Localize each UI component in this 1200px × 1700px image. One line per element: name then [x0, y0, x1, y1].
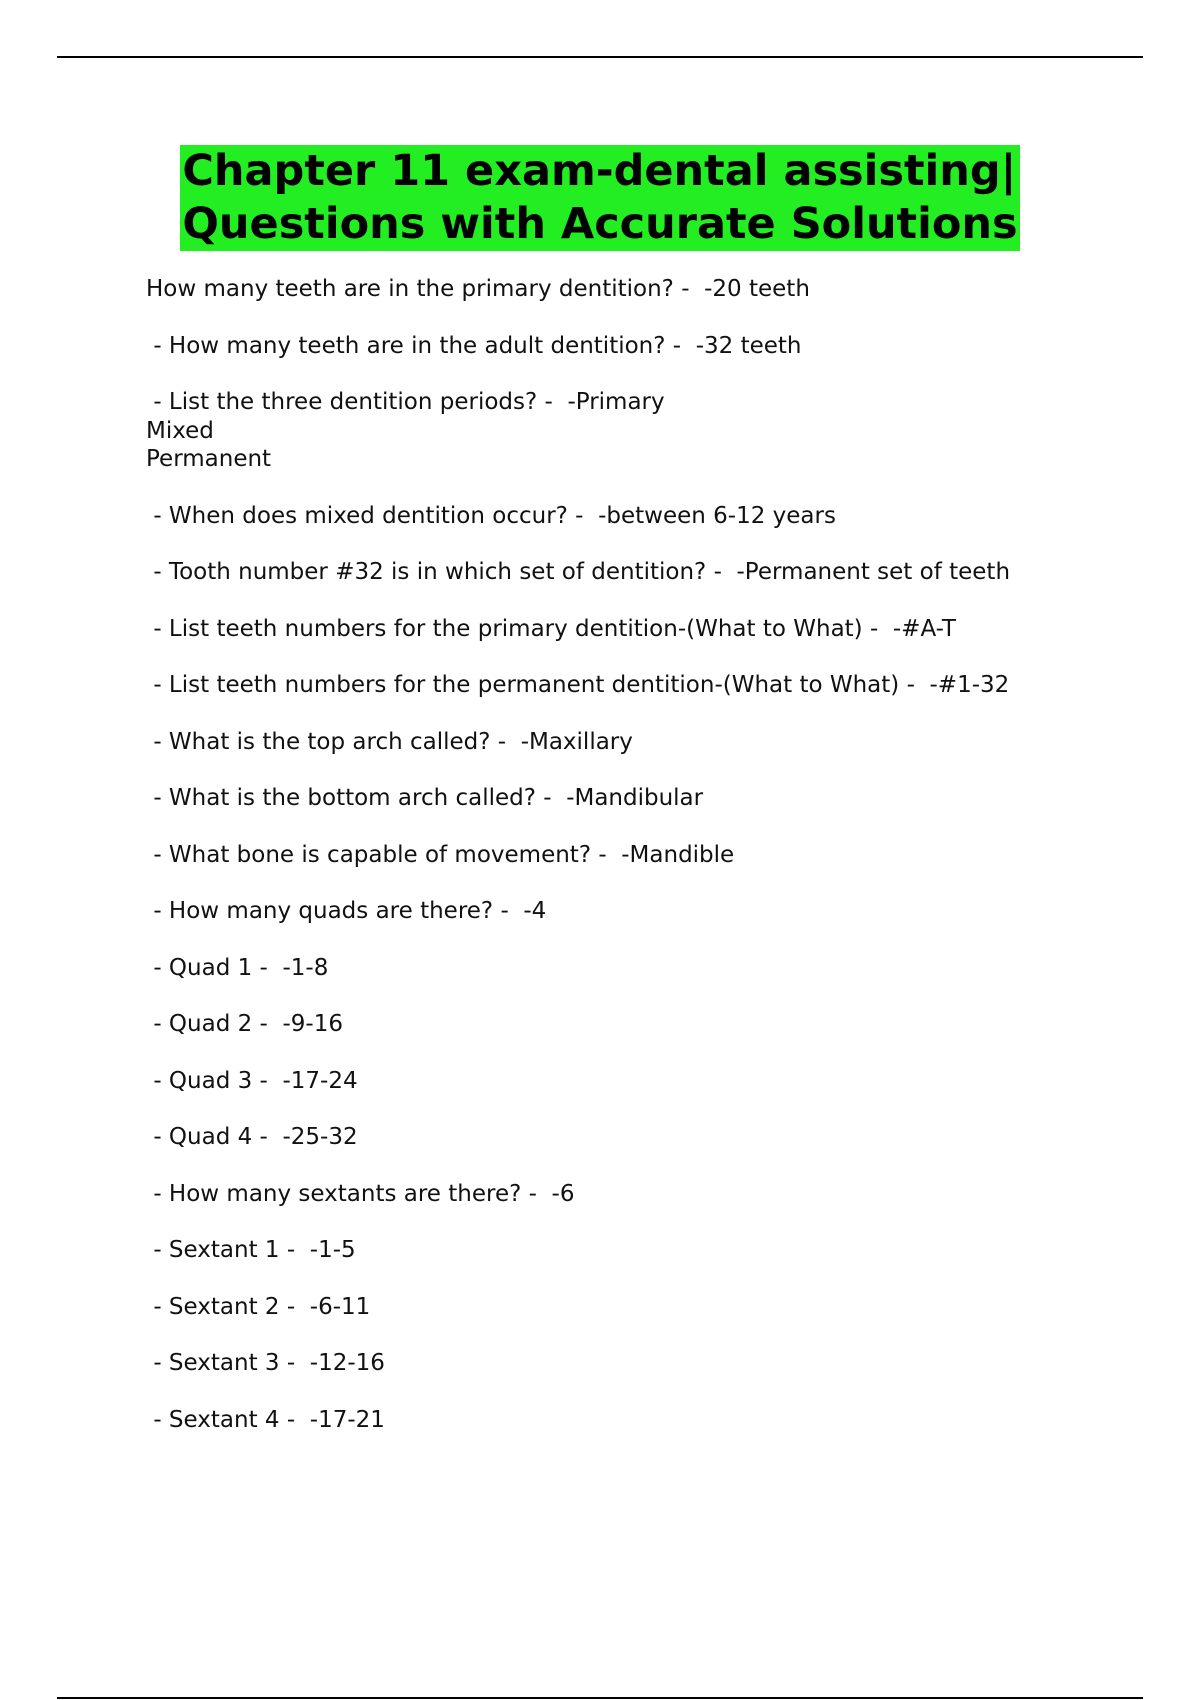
qa-item: [146, 954, 1076, 983]
qa-line: - How many quads are there? - -4: [146, 898, 547, 924]
qa-line: - How many sextants are there? - -6: [146, 1180, 575, 1207]
qa-item: [146, 1010, 1076, 1039]
qa-line: - Quad 1 - -1-8: [146, 954, 329, 981]
qa-line: - List teeth numbers for the permanent dentition-(What to What) - -#1-32: [146, 672, 1010, 698]
qa-item: [146, 388, 1076, 474]
qa-line: - Quad 2 - -9-16: [146, 1011, 343, 1037]
page-title: [180, 145, 1019, 251]
qa-item: [146, 841, 1076, 870]
qa-line: - What is the bottom arch called? - -Mandibular: [146, 785, 704, 811]
qa-line: - What is the top arch called? - -Maxillary: [146, 728, 633, 755]
qa-list: [146, 275, 1076, 1462]
qa-item: [146, 502, 1076, 531]
qa-item: [146, 1406, 1076, 1435]
qa-item: [146, 728, 1076, 757]
bottom-divider: [57, 1697, 1143, 1699]
qa-item: [146, 671, 1076, 700]
qa-line: - List the three dentition periods? - -Primary: [146, 389, 665, 415]
qa-item: [146, 1349, 1076, 1378]
qa-line: Permanent: [146, 446, 272, 472]
qa-item: [146, 275, 1076, 304]
qa-item: [146, 1180, 1076, 1209]
qa-item: [146, 332, 1076, 361]
top-divider: [57, 56, 1143, 58]
page-title-line: Chapter 11 exam-dental assisting|: [182, 146, 1017, 196]
qa-line: - Sextant 2 - -6-11: [146, 1293, 371, 1320]
qa-item: [146, 1293, 1076, 1322]
qa-line: - Quad 3 - -17-24: [146, 1067, 358, 1094]
page-title-line: Questions with Accurate Solutions: [182, 199, 1018, 249]
title-block: [0, 145, 1200, 251]
qa-item: [146, 558, 1076, 587]
qa-line: - Sextant 4 - -17-21: [146, 1406, 385, 1433]
qa-item: [146, 615, 1076, 644]
qa-item: [146, 784, 1076, 813]
qa-line: - What bone is capable of movement? - -Mandible: [146, 841, 735, 868]
qa-line: How many teeth are in the primary dentition? - -20 teeth: [146, 276, 810, 302]
qa-line: - Sextant 1 - -1-5: [146, 1237, 356, 1263]
qa-item: [146, 1067, 1076, 1096]
qa-item: [146, 1236, 1076, 1265]
qa-line: - Tooth number #32 is in which set of dentition? - -Permanent set of teeth: [146, 559, 1011, 585]
qa-item: [146, 1123, 1076, 1152]
qa-line: - Sextant 3 - -12-16: [146, 1350, 385, 1376]
qa-line: - List teeth numbers for the primary dentition-(What to What) - -#A-T: [146, 615, 956, 642]
qa-line: Mixed: [146, 417, 214, 444]
qa-line: - When does mixed dentition occur? - -between 6-12 years: [146, 502, 836, 529]
qa-line: - Quad 4 - -25-32: [146, 1124, 358, 1150]
qa-item: [146, 897, 1076, 926]
qa-line: - How many teeth are in the adult dentition? - -32 teeth: [146, 332, 802, 359]
